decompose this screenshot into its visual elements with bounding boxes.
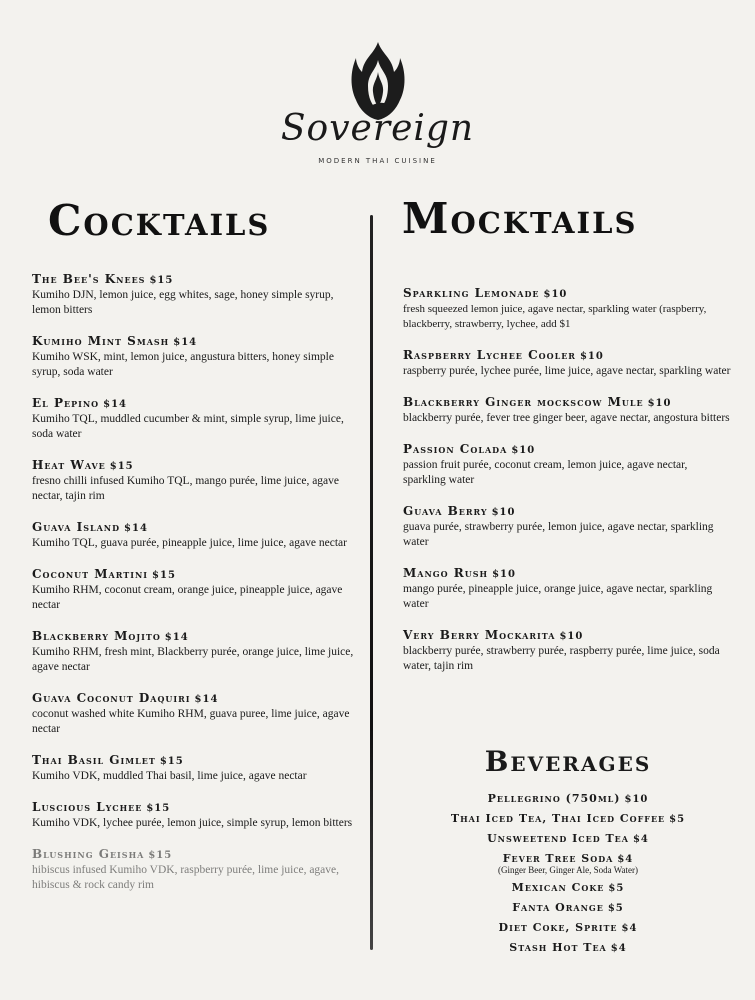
beverage-note: (Ginger Beer, Ginger Ale, Soda Water) (498, 865, 638, 875)
menu-item (403, 348, 733, 379)
item-name: Very Berry Mockarita (403, 628, 556, 642)
item-description: blackberry purée, strawberry purée, raspberry purée, lime juice, soda water, tajin rim (403, 645, 720, 672)
item-price: $10 (543, 289, 568, 300)
item-name: El Pepino (32, 396, 100, 410)
mocktails-title: Mocktails (402, 194, 638, 243)
item-name: Blushing Geisha (32, 847, 145, 861)
item-description: Kumiho TQL, muddled cucumber & mint, simple syrup, lime juice, soda water (32, 413, 344, 440)
mocktails-list (403, 286, 733, 690)
item-description: hibiscus infused Kumiho VDK, raspberry purée, lime juice, agave, hibiscus & rock candy rim (32, 864, 340, 891)
item-description: fresh squeezed lemon juice, agave nectar, sparkling water (raspberry, blackberry, strawberry, lychee, add $1 (403, 303, 707, 330)
menu-item (32, 629, 357, 675)
beverage-price: $5 (669, 814, 686, 825)
item-price: $10 (647, 398, 672, 409)
menu-item (403, 395, 733, 426)
brand-name: Sovereign (280, 108, 475, 149)
beverage-price: $5 (608, 883, 625, 894)
item-price: $15 (109, 461, 134, 472)
item-name: Luscious Lychee (32, 800, 143, 814)
item-description: passion fruit purée, coconut cream, lemon juice, agave nectar, sparkling water (403, 459, 688, 486)
beverage-price: $4 (610, 943, 627, 954)
menu-item (403, 504, 733, 550)
menu-item (403, 628, 733, 674)
item-description: Kumiho TQL, guava purée, pineapple juice, lime juice, agave nectar (32, 537, 347, 549)
item-name: Guava Coconut Daquiri (32, 691, 191, 705)
menu-item (403, 566, 733, 612)
menu-item (32, 691, 357, 737)
item-description: mango purée, pineapple juice, orange juice, agave nectar, sparkling water (403, 583, 713, 610)
beverage-name: Mexican Coke (511, 881, 605, 894)
item-name: Passion Colada (403, 442, 508, 456)
beverage-item (403, 789, 733, 809)
item-description: Kumiho WSK, mint, lemon juice, angustura bitters, honey simple syrup, soda water (32, 351, 334, 378)
item-description: Kumiho VDK, lychee purée, lemon juice, simple syrup, lemon bitters (32, 817, 353, 829)
cocktails-list (32, 272, 357, 909)
menu-item (403, 442, 733, 488)
item-name: Kumiho Mint Smash (32, 334, 170, 348)
menu-item (32, 272, 357, 318)
item-name: Guava Berry (403, 504, 488, 518)
item-description: Kumiho RHM, coconut cream, orange juice, pineapple juice, agave nectar (32, 584, 343, 611)
beverage-item (403, 938, 733, 958)
item-price: $10 (491, 507, 516, 518)
item-description: Kumiho RHM, fresh mint, Blackberry purée, orange juice, lime juice, agave nectar (32, 646, 354, 673)
beverage-name: Thai Iced Tea, Thai Iced Coffee (450, 812, 666, 825)
beverage-price: $4 (617, 854, 634, 865)
item-name: Blackberry Ginger mockscow Mule (403, 395, 644, 409)
beverage-price: $5 (607, 903, 624, 914)
brand-tagline: MODERN THAI CUISINE (318, 157, 437, 165)
beverage-item (403, 918, 733, 938)
menu-item (32, 567, 357, 613)
beverage-item (403, 878, 733, 898)
beverage-item (403, 898, 733, 918)
item-price: $15 (152, 570, 176, 581)
cocktails-title: Cocktails (48, 196, 271, 245)
item-name: Raspberry Lychee Cooler (403, 348, 576, 362)
item-description: raspberry purée, lychee purée, lime juice, agave nectar, sparkling water (403, 365, 731, 377)
beverage-name: Unsweetend Iced Tea (487, 832, 629, 845)
item-name: The Bee's Knees (32, 272, 146, 286)
item-price: $14 (103, 399, 127, 410)
item-description: blackberry purée, fever tree ginger beer, agave nectar, angostura bitters (403, 412, 730, 424)
column-divider (370, 215, 373, 950)
item-price: $14 (173, 337, 198, 348)
beverage-name: Fever Tree Soda (502, 852, 614, 865)
item-description: fresno chilli infused Kumiho TQL, mango purée, lime juice, agave nectar, tajin rim (32, 475, 340, 502)
beverage-price: $4 (621, 923, 638, 934)
item-price: $14 (124, 523, 148, 534)
item-name: Mango Rush (403, 566, 489, 580)
menu-item (32, 458, 357, 504)
menu-item (403, 286, 733, 332)
item-price: $14 (164, 632, 189, 643)
item-price: $15 (159, 756, 184, 767)
menu-item (32, 847, 357, 893)
menu-item (32, 334, 357, 380)
beverage-name: Diet Coke, Sprite (498, 921, 618, 934)
beverage-name: Fanta Orange (512, 901, 604, 914)
item-name: Blackberry Mojito (32, 629, 161, 643)
menu-item (32, 753, 357, 784)
item-name: Coconut Martini (32, 567, 149, 581)
item-price: $15 (149, 275, 174, 286)
menu-item (32, 520, 357, 551)
item-name: Guava Island (32, 520, 121, 534)
beverages-title: Beverages (484, 745, 652, 778)
beverage-item (403, 809, 733, 829)
item-price: $10 (559, 631, 584, 642)
item-price: $10 (579, 351, 604, 362)
beverage-item (403, 829, 733, 849)
item-name: Heat Wave (32, 458, 106, 472)
beverage-name: Stash Hot Tea (509, 941, 607, 954)
item-price: $15 (146, 803, 171, 814)
beverage-name: Pellegrino (750ml) (487, 792, 621, 805)
menu-item (32, 396, 357, 442)
item-description: guava purée, strawberry purée, lemon juice, agave nectar, sparkling water (403, 521, 714, 548)
item-price: $15 (148, 850, 173, 861)
item-name: Sparkling Lemonade (403, 286, 540, 300)
item-price: $10 (492, 569, 516, 580)
beverages-list (403, 789, 733, 958)
beverage-price: $10 (624, 794, 649, 805)
item-price: $14 (194, 694, 219, 705)
item-description: Kumiho DJN, lemon juice, egg whites, sage, honey simple syrup, lemon bitters (32, 289, 334, 316)
beverage-price: $4 (632, 834, 649, 845)
item-description: coconut washed white Kumiho RHM, guava puree, lime juice, agave nectar (32, 708, 350, 735)
item-price: $10 (511, 445, 536, 456)
item-description: Kumiho VDK, muddled Thai basil, lime juice, agave nectar (32, 770, 307, 782)
menu-item (32, 800, 357, 831)
item-name: Thai Basil Gimlet (32, 753, 156, 767)
